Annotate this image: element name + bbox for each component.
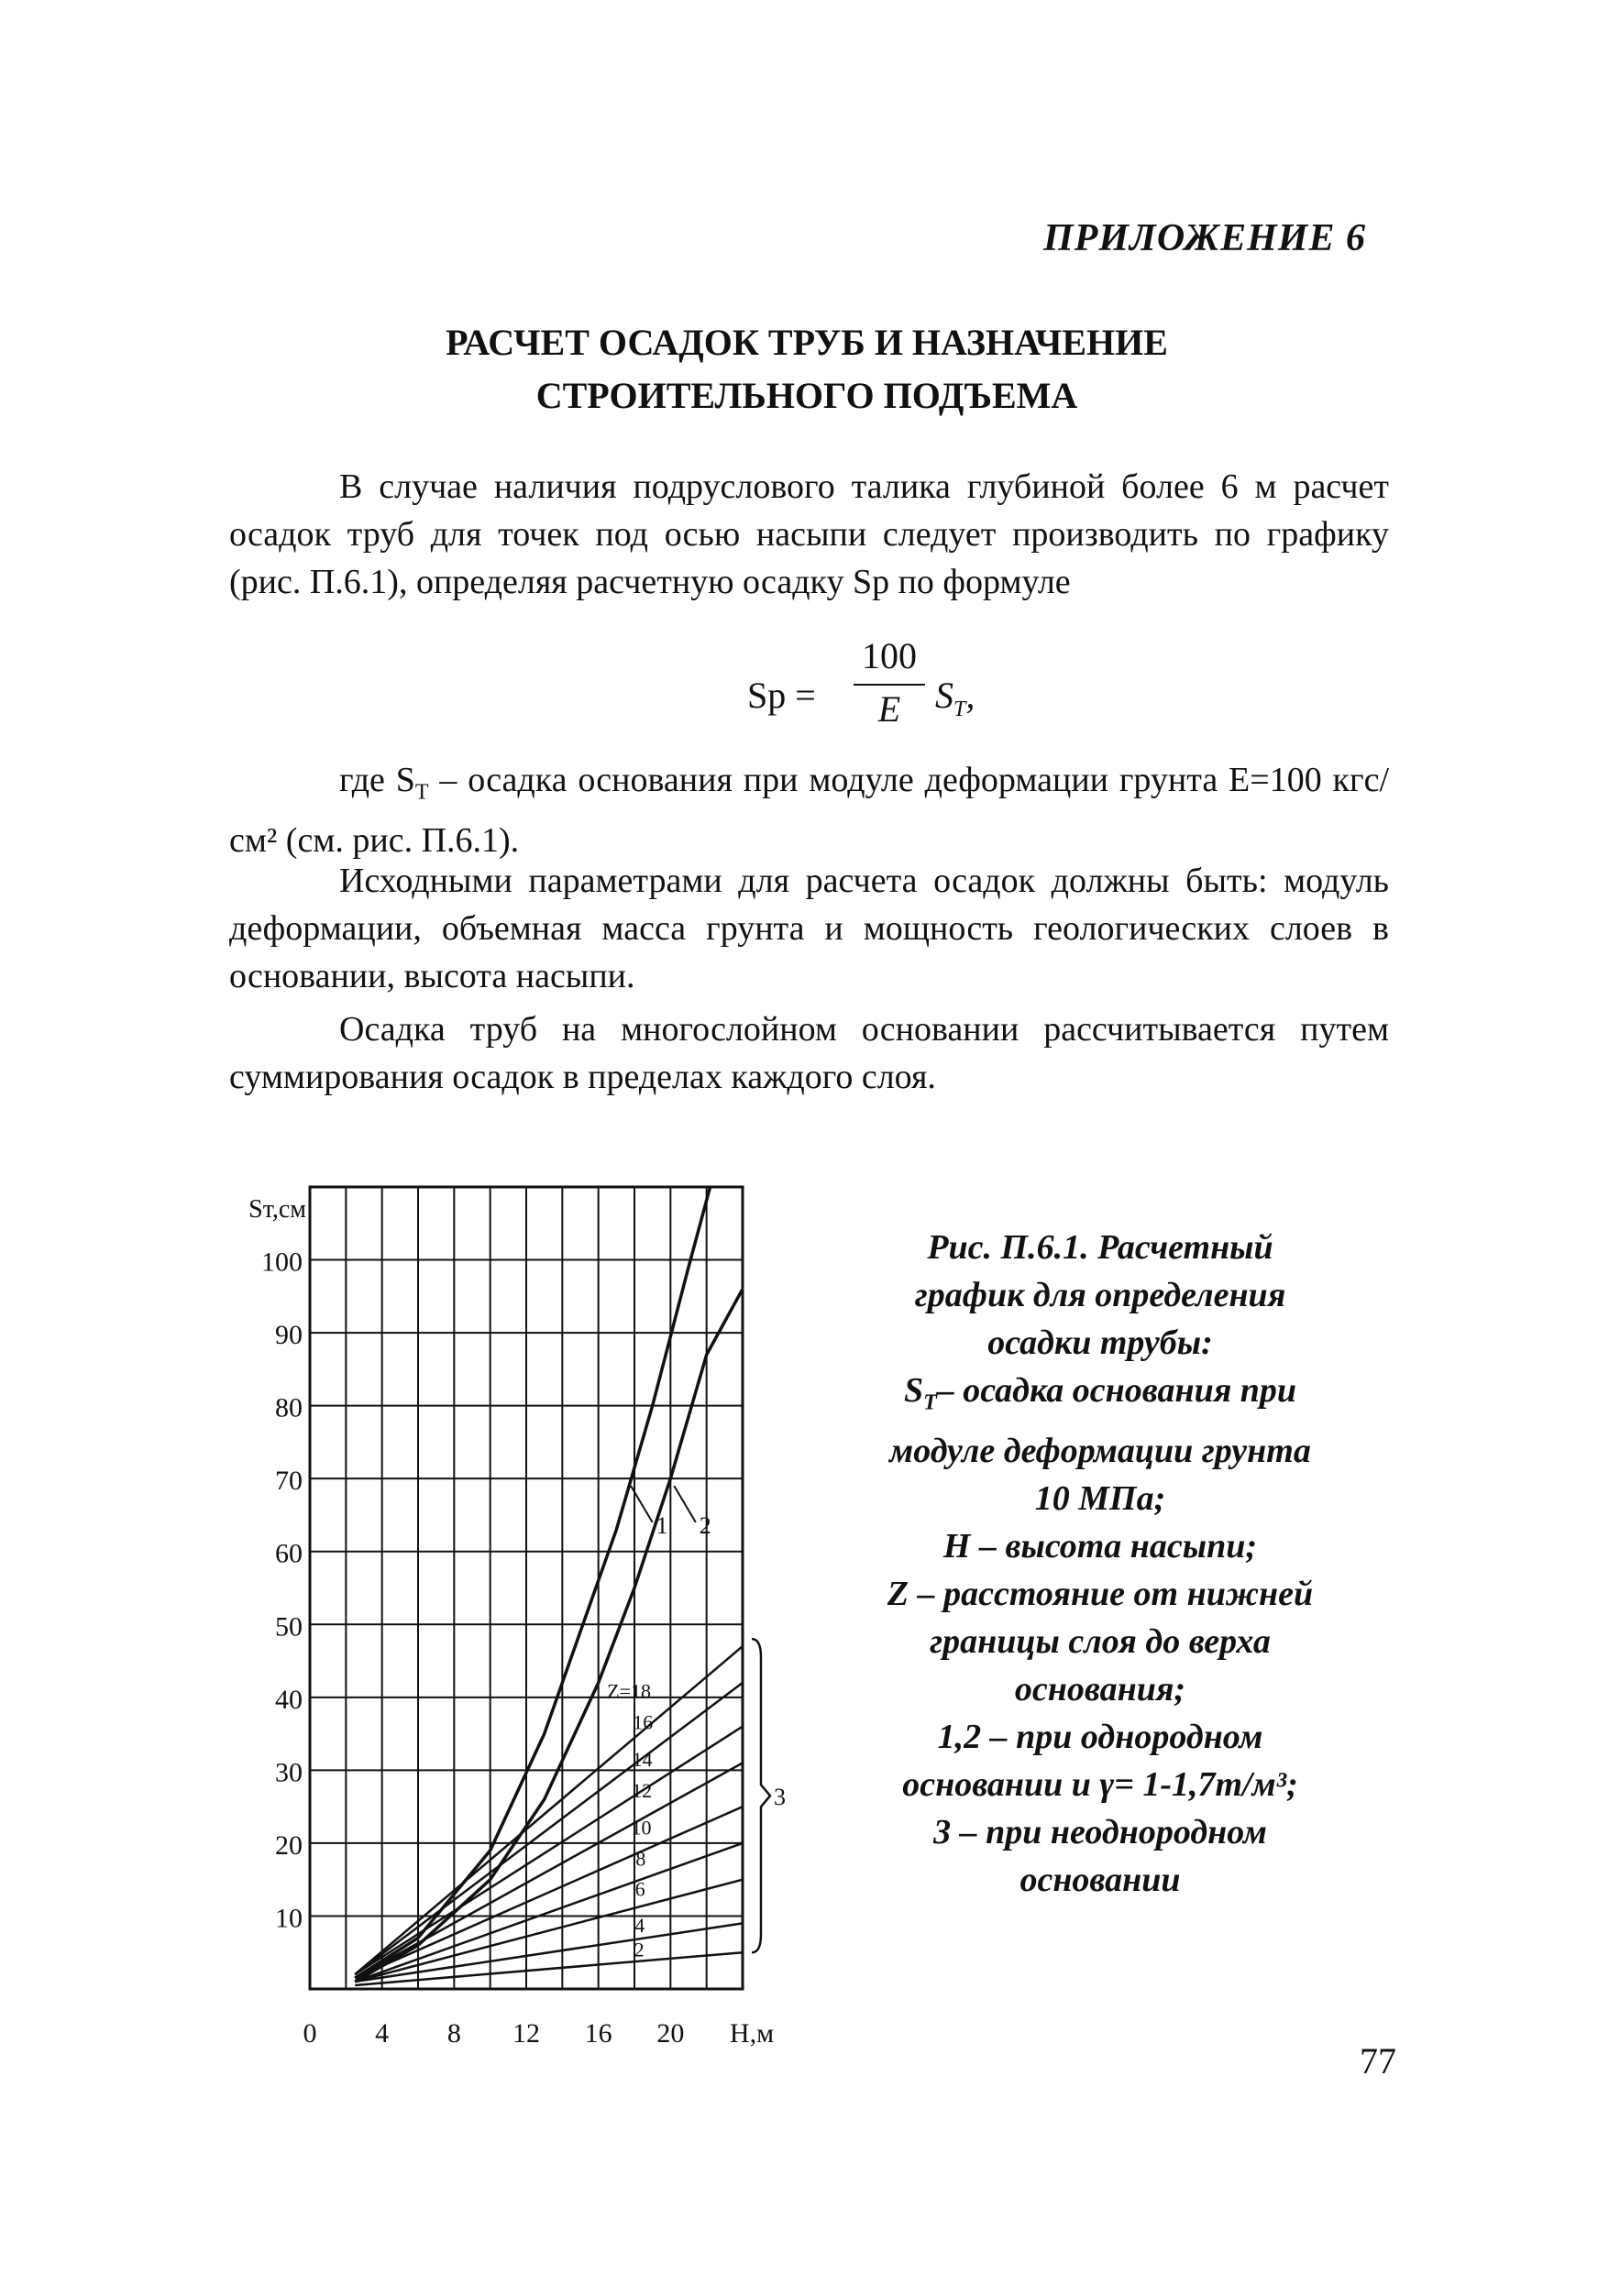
caption-line-1: Рис. П.6.1. Расчетный — [927, 1228, 1273, 1267]
y-tick-label: 80 — [275, 1392, 303, 1423]
series-line-z-18 — [355, 1646, 743, 1974]
z-line-label: 10 — [631, 1816, 652, 1840]
paragraph-3: Исходными параметрами для расчета осадок должны быть: модуль деформации, объемная масса грунта и мощность геологических слоев в основании, высота насыпи. — [229, 862, 1389, 995]
caption-line-14: основании — [1019, 1860, 1181, 1899]
x-tick-label: 20 — [656, 2018, 685, 2049]
series-line-z-14 — [355, 1727, 743, 1975]
caption-line-2: график для определения — [914, 1276, 1286, 1314]
paragraph-2-rest: – осадка основания при модуле деформации грунта E=100 кгс/см² (см. рис. П.6.1). — [229, 761, 1390, 860]
series-line-curve-2 — [355, 1289, 743, 1982]
caption-line-3: осадки трубы: — [987, 1324, 1213, 1362]
page-title-line-2: СТРОИТЕЛЬНОГО ПОДЪЕМА — [535, 375, 1078, 416]
x-tick-label: 16 — [584, 2018, 612, 2049]
formula-denominator: E — [877, 688, 901, 730]
group-3-bracket — [752, 1639, 770, 1952]
z-line-label: 14 — [632, 1747, 653, 1771]
z-line-label: 6 — [634, 1877, 645, 1901]
x-axis-label: H,м — [729, 2018, 775, 2049]
formula-lhs: Sp = — [747, 675, 816, 716]
y-tick-label: 30 — [275, 1757, 303, 1788]
group-3-label: 3 — [774, 1784, 786, 1811]
paragraph-2-subscript: T — [414, 780, 429, 805]
y-tick-label: 70 — [275, 1466, 303, 1497]
series-line-curve-1 — [355, 1187, 710, 1978]
series-line-z-12 — [355, 1763, 743, 1978]
z-line-label: 2 — [634, 1938, 645, 1961]
caption-line-9: границы слоя до верха — [930, 1621, 1271, 1661]
series-line-z-8 — [355, 1843, 743, 1982]
z-line-label: 16 — [633, 1710, 654, 1734]
series-line-z-2 — [355, 1952, 743, 1985]
figure-caption — [807, 1224, 1394, 1904]
caption-st-text: – осадка основания при — [936, 1371, 1297, 1410]
y-axis-label: Sт,см — [248, 1195, 306, 1224]
paragraph-2-prefix: где S — [339, 761, 415, 799]
caption-line-10: основания; — [1014, 1669, 1186, 1708]
formula-numerator: 100 — [862, 635, 917, 676]
caption-line-4 — [807, 1367, 1394, 1427]
formula-rhs — [935, 674, 975, 722]
y-tick-label: 100 — [261, 1247, 303, 1278]
curve-label-2-leader — [674, 1486, 696, 1522]
formula-rhs-subscript: T — [953, 698, 966, 721]
z-line-label: 4 — [634, 1913, 645, 1937]
y-tick-label: 50 — [275, 1611, 303, 1642]
y-tick-label: 60 — [275, 1538, 303, 1569]
x-tick-label: 8 — [446, 2018, 461, 2049]
caption-line-6: 10 МПа; — [1034, 1478, 1166, 1518]
caption-line-8: Z – расстояние от нижней — [887, 1574, 1314, 1613]
x-tick-label: 12 — [512, 2018, 540, 2049]
caption-line-7: H – высота насыпи; — [942, 1526, 1258, 1565]
paragraph-2 — [229, 756, 1389, 864]
caption-st-subscript: T — [923, 1390, 937, 1415]
paragraph-1: В случае наличия подруслового талика глубиной более 6 м расчет осадок труб для точек под осью насыпи следует производить по графику (рис. П.6.1), определяя расчетную осадку Sp по формуле — [229, 467, 1389, 601]
formula-rhs-symbol: S — [935, 675, 953, 716]
x-tick-label: 4 — [375, 2018, 390, 2049]
caption-st-symbol: S — [903, 1371, 924, 1410]
page-title-line-1: РАСЧЕТ ОСАДОК ТРУБ И НАЗНАЧЕНИЕ — [446, 322, 1168, 363]
curve-label-1: 1 — [656, 1511, 668, 1539]
caption-line-13: 3 – при неоднородном — [933, 1812, 1267, 1851]
page-number: 77 — [1360, 2040, 1396, 2082]
caption-line-12: основании и γ= 1-1,7т/м³; — [902, 1764, 1298, 1804]
caption-line-11: 1,2 – при однородном — [937, 1717, 1263, 1756]
z-line-label: 12 — [632, 1779, 653, 1803]
y-tick-label: 90 — [275, 1320, 303, 1351]
formula-tail: , — [965, 675, 975, 716]
formula-fraction — [848, 632, 931, 733]
y-tick-label: 10 — [275, 1903, 303, 1934]
appendix-label: ПРИЛОЖЕНИЕ 6 — [1043, 217, 1366, 259]
paragraph-4: Осадка труб на многослойном основании рассчитывается путем суммирования осадок в пределах каждого слоя. — [229, 1010, 1389, 1096]
settlement-chart-svg — [220, 1182, 807, 2053]
settlement-chart — [220, 1182, 807, 2053]
caption-line-5: модуле деформации грунта — [889, 1431, 1311, 1470]
curve-label-2: 2 — [699, 1511, 711, 1539]
z-line-label: 8 — [635, 1847, 646, 1871]
page-title — [229, 316, 1384, 423]
z-line-label: Z=18 — [607, 1679, 652, 1703]
y-tick-label: 40 — [275, 1684, 303, 1715]
y-tick-label: 20 — [275, 1829, 303, 1861]
x-tick-label: 0 — [303, 2018, 317, 2049]
